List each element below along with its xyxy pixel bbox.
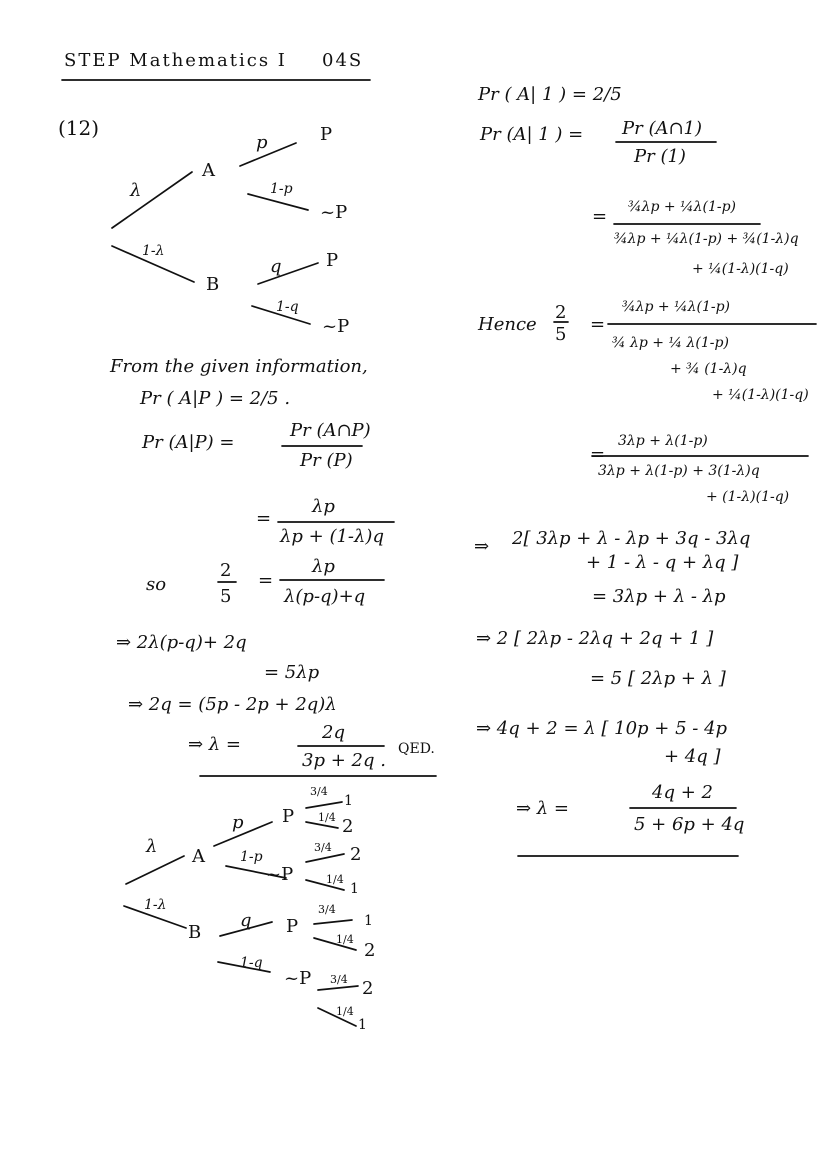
right-line-11-lhs: ⇒ λ = <box>516 798 570 819</box>
right-line-5-den-1: 3λp + λ(1-p) + 3(1-λ)q <box>598 463 760 479</box>
tree1-label-p: p <box>256 132 268 153</box>
right-line-2-num: Pr (A∩1) <box>622 118 703 139</box>
right-line-4-frac-num: 2 <box>555 302 567 323</box>
tree2-prob-1-4-c: 1/4 <box>336 933 354 946</box>
left-line-2-lhs: Pr (A|P) = <box>142 432 235 453</box>
left-line-4-den: λ(p-q)+q <box>284 586 366 607</box>
right-line-4-den-2: + ¾ (1-λ)q <box>670 361 747 377</box>
tree2-leaf-notP2: ~P <box>284 968 312 989</box>
right-line-6-implies: ⇒ <box>474 536 490 557</box>
left-line-4-num: λp <box>312 556 335 577</box>
tree2-leaf-P1: P <box>282 806 295 827</box>
right-line-6-b: + 1 - λ - q + λq ] <box>586 552 739 573</box>
tree1-label-1-p: 1-p <box>270 181 293 197</box>
tree2-leaf-P2: P <box>286 916 299 937</box>
left-line-3-den: λp + (1-λ)q <box>280 526 384 547</box>
tree1-leaf-notP1: ~P <box>320 202 348 223</box>
tree1-leaf-P2: P <box>326 250 339 271</box>
left-line-8-lhs: ⇒ λ = <box>188 734 242 755</box>
tree1-node-A: A <box>202 160 215 181</box>
tree2-node-B: B <box>188 922 202 943</box>
tree2-prob-1-4-a: 1/4 <box>318 811 336 824</box>
left-line-5: ⇒ 2λ(p-q)+ 2q <box>116 632 247 653</box>
left-line-3-num: λp <box>312 496 335 517</box>
left-line-4-frac-num: 2 <box>220 560 232 581</box>
document-code: 04S <box>322 50 364 71</box>
right-line-10-b: + 4q ] <box>664 746 721 767</box>
tree2-outcome-1-c: 1 <box>364 913 373 929</box>
tree1-node-B: B <box>206 274 220 295</box>
tree1-label-1-q: 1-q <box>276 299 299 315</box>
right-line-6-a: 2[ 3λp + λ - λp + 3q - 3λq <box>512 528 751 549</box>
right-line-7: = 3λp + λ - λp <box>592 586 726 607</box>
tree2-label-1-q: 1-q <box>240 955 263 971</box>
right-line-4-den-3: + ¼(1-λ)(1-q) <box>712 387 809 403</box>
right-line-2-lhs: Pr (A| 1 ) = <box>480 124 584 145</box>
right-line-4-frac-den: 5 <box>555 324 567 345</box>
tree2-outcome-2-d: 2 <box>362 978 374 999</box>
document-title: STEP Mathematics I <box>64 50 287 71</box>
tree2-branch-lambda <box>126 856 184 884</box>
tree2-outcome-2-b: 2 <box>350 844 362 865</box>
left-line-1: Pr ( A|P ) = 2/5 . <box>140 388 291 409</box>
left-line-2-num: Pr (A∩P) <box>290 420 371 441</box>
left-line-6: = 5λp <box>264 662 320 683</box>
right-line-3-num: ¾λp + ¼λ(1-p) <box>628 199 737 215</box>
right-line-5-eq: = <box>590 444 606 465</box>
right-line-8: ⇒ 2 [ 2λp - 2λq + 2q + 1 ] <box>476 628 714 649</box>
right-line-10-a: ⇒ 4q + 2 = λ [ 10p + 5 - 4p <box>476 718 728 739</box>
tree2-prob-1-4-b: 1/4 <box>326 873 344 886</box>
tree1-label-1-lambda: 1-λ <box>142 243 165 259</box>
right-line-4-hence: Hence <box>478 314 537 335</box>
tree2-outcome-1-d: 1 <box>358 1017 367 1033</box>
right-line-3-den-1: ¾λp + ¼λ(1-p) + ¾(1-λ)q <box>614 231 799 247</box>
left-line-3-eq: = <box>256 508 272 529</box>
right-line-11-den: 5 + 6p + 4q <box>634 814 745 835</box>
right-line-5-num: 3λp + λ(1-p) <box>618 433 708 449</box>
left-line-4-eq: = <box>258 570 274 591</box>
tree2-leaf-notP1: ~P <box>266 864 294 885</box>
right-line-1: Pr ( A| 1 ) = 2/5 <box>478 84 622 105</box>
tree2-prob-1-4-d: 1/4 <box>336 1005 354 1018</box>
qed-mark: QED. <box>398 741 435 757</box>
left-line-2-den: Pr (P) <box>300 450 353 471</box>
right-line-11-num: 4q + 2 <box>652 782 713 803</box>
tree2-label-p: p <box>232 812 244 833</box>
left-line-7: ⇒ 2q = (5p - 2p + 2q)λ <box>128 694 337 715</box>
tree2-outcome-2-c: 2 <box>364 940 376 961</box>
right-line-4-den-1: ¾ λp + ¼ λ(1-p) <box>612 335 729 351</box>
right-line-3-den-2: + ¼(1-λ)(1-q) <box>692 261 789 277</box>
tree2-prob-3-4-b: 3/4 <box>314 841 332 854</box>
left-line-4-frac-den: 5 <box>220 586 232 607</box>
tree1-label-q: q <box>270 256 282 277</box>
tree1-leaf-notP2: ~P <box>322 316 350 337</box>
left-line-8-den: 3p + 2q . <box>302 750 386 771</box>
intro-text: From the given information, <box>110 356 368 377</box>
right-line-2-den: Pr (1) <box>634 146 686 167</box>
tree2-label-1-lambda: 1-λ <box>144 897 167 913</box>
question-number: (12) <box>58 116 100 140</box>
tree2-prob-3-4-d: 3/4 <box>330 973 348 986</box>
tree2-prob-3-4-a: 3/4 <box>310 785 328 798</box>
right-line-9: = 5 [ 2λp + λ ] <box>590 668 726 689</box>
tree2-label-lambda: λ <box>146 836 158 857</box>
right-line-3-eq: = <box>592 206 608 227</box>
tree2-outcome-1-b: 1 <box>350 881 359 897</box>
tree2-outcome-2-a: 2 <box>342 816 354 837</box>
tree1-branch-p <box>240 143 296 166</box>
tree2-label-q: q <box>240 910 252 931</box>
left-line-8-num: 2q <box>322 722 345 743</box>
right-line-4-eq: = <box>590 314 606 335</box>
right-line-5-den-2: + (1-λ)(1-q) <box>706 489 790 505</box>
tree2-prob-3-4-c: 3/4 <box>318 903 336 916</box>
tree2-node-A: A <box>192 846 205 867</box>
tree1-branch-q <box>258 263 318 284</box>
tree2-outcome-1-a: 1 <box>344 793 353 809</box>
right-line-4-num: ¾λp + ¼λ(1-p) <box>622 299 731 315</box>
left-line-4-so: so <box>146 574 167 595</box>
tree2-label-1-p: 1-p <box>240 849 263 865</box>
tree1-branch-lambda <box>112 172 192 228</box>
tree1-label-lambda: λ <box>130 180 142 201</box>
tree1-leaf-P1: P <box>320 124 333 145</box>
